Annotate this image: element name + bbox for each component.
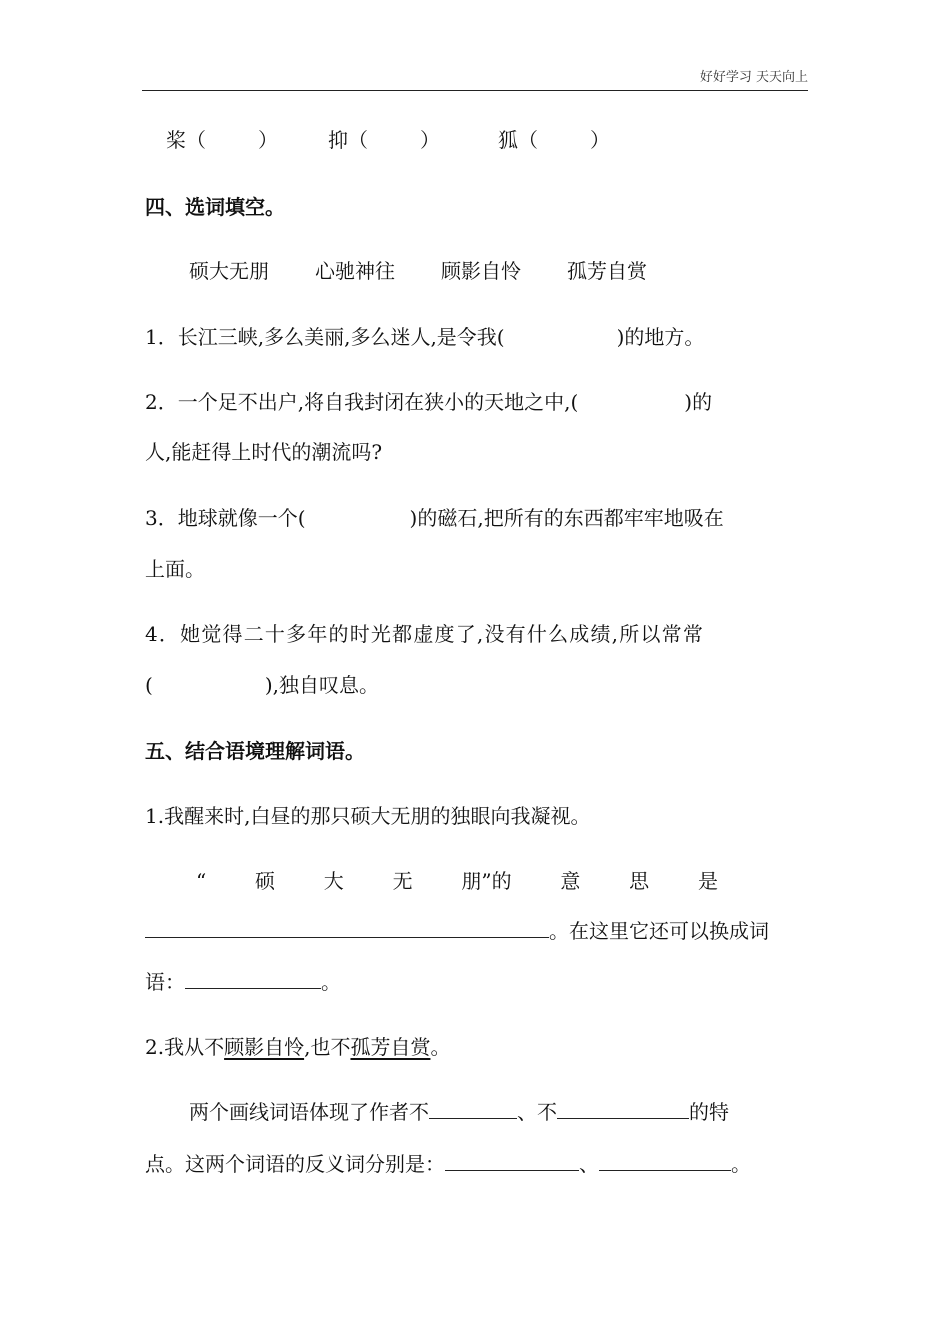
answer-blank[interactable] (557, 1098, 689, 1119)
section4-title: 四、选词填空。 (145, 195, 285, 219)
question-4-3-line2: 上面。 (145, 557, 205, 581)
question-text: ,也不 (304, 1035, 351, 1059)
question-text: 点。这两个词语的反义词分别是： (145, 1152, 445, 1176)
question-5-2 (145, 1033, 807, 1061)
question-text: 2.我从不 (145, 1035, 225, 1059)
question-5-1-meaning (196, 867, 718, 895)
question-4-2-line2: 人,能赶得上时代的潮流吗? (145, 440, 383, 464)
option-word: 顾影自怜 (441, 259, 521, 283)
question-text: 。 (321, 970, 341, 994)
spaced-char: 大 (323, 869, 344, 893)
answer-blank[interactable] (599, 1150, 731, 1171)
question-number: 4． (145, 622, 181, 646)
spaced-char: 朋”的 (461, 869, 512, 893)
spaced-char: 意 (560, 869, 581, 893)
question-4-4-line2 (145, 671, 807, 699)
answer-blank[interactable] (445, 1150, 579, 1171)
question-text: 。 (731, 1152, 751, 1176)
question-text: 。 (430, 1035, 451, 1059)
question-4-4 (145, 620, 807, 648)
question-number: 2． (145, 390, 178, 414)
question-text: 、不 (517, 1100, 557, 1124)
question-4-1 (145, 323, 807, 351)
option-word: 硕大无朋 (189, 259, 269, 283)
question-5-1-line3 (145, 968, 807, 996)
char-hu: 狐（ (498, 128, 538, 152)
question-number: 3． (145, 506, 178, 530)
underlined-word: 孤芳自赏 (350, 1035, 431, 1059)
char-yi: 抑（ (328, 128, 368, 152)
question-text: 语： (145, 970, 185, 994)
spaced-char: 是 (697, 869, 718, 893)
option-word: 孤芳自赏 (567, 259, 647, 283)
paren-close: ） (258, 128, 278, 152)
question-text: 一个足不出户,将自我封闭在狭小的天地之中,( (177, 390, 579, 414)
question-text: 。在这里它还可以换成词 (549, 919, 769, 943)
question-text: )的磁石,把所有的东西都牢牢地吸在 (409, 506, 724, 530)
answer-blank[interactable] (185, 968, 321, 989)
question-5-1: 1.我醒来时,白昼的那只硕大无朋的独眼向我凝视。 (145, 804, 591, 828)
answer-blank[interactable] (145, 917, 549, 938)
spaced-char: 硕 (255, 869, 276, 893)
section5-title: 五、结合语境理解词语。 (145, 739, 365, 763)
page-header-text: 好好学习 天天向上 (699, 70, 808, 85)
answer-blank[interactable] (429, 1098, 517, 1119)
underlined-word: 顾影自怜 (224, 1035, 305, 1059)
spaced-char: 无 (392, 869, 413, 893)
header-rule (142, 90, 808, 91)
question-text: 长江三峡,多么美丽,多么迷人,是令我( (177, 325, 505, 349)
question-5-1-line2 (145, 917, 807, 945)
question-text: )的地方。 (616, 325, 705, 349)
question-text: )的 (684, 390, 713, 414)
option-word: 心驰神往 (315, 259, 395, 283)
question-text: 地球就像一个( (177, 506, 306, 530)
paren-close: ） (590, 128, 610, 152)
paren-close: ） (420, 128, 440, 152)
spaced-char: 思 (629, 869, 650, 893)
question-text: 她觉得二十多年的时光都虚度了,没有什么成绩,所以常常 (180, 622, 705, 646)
question-5-2-line3 (145, 1150, 807, 1178)
question-5-2-line2 (189, 1098, 809, 1126)
question-text: 两个画线词语体现了作者不 (189, 1100, 429, 1124)
question-text: ),独自叹息。 (264, 673, 379, 697)
spaced-char: “ (196, 869, 207, 893)
word-options (189, 257, 851, 285)
question-number: 1． (145, 325, 178, 349)
character-row (166, 126, 828, 154)
question-4-3 (145, 504, 807, 532)
question-text: 的特 (689, 1100, 729, 1124)
question-text: 、 (579, 1152, 599, 1176)
paren-open: ( (145, 673, 153, 697)
question-4-2 (145, 388, 807, 416)
char-jiang: 桨（ (166, 128, 206, 152)
